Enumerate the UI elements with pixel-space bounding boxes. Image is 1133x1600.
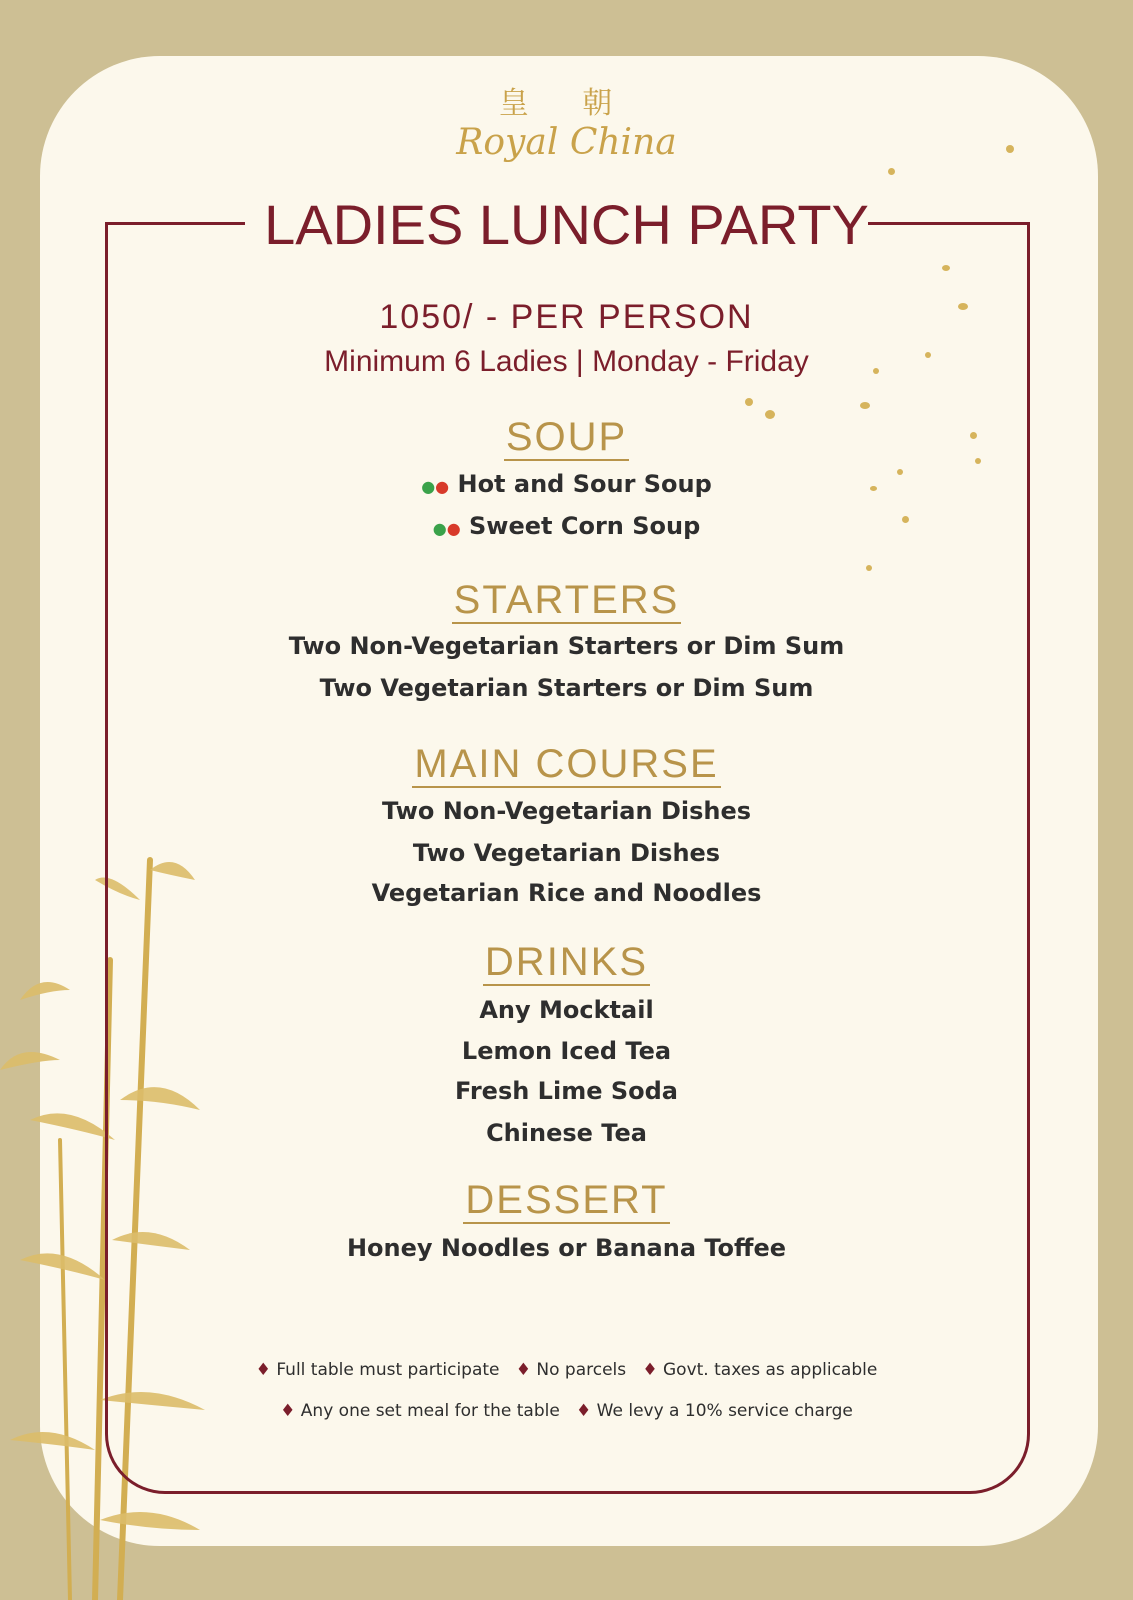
diamond-bullet-icon: ♦ <box>255 1360 271 1380</box>
spicy-dot-icon: ● <box>435 477 450 496</box>
logo-name: Royal China <box>456 122 677 163</box>
list-item: Fresh Lime Soda <box>454 1077 678 1105</box>
spicy-dot-icon: ● <box>446 519 461 538</box>
list-item: Vegetarian Rice and Noodles <box>371 879 762 907</box>
list-item: ●● Sweet Corn Soup <box>432 512 701 540</box>
terms-line-1: ♦ Full table must participate ♦ No parcels ♦ Govt. taxes as applicable <box>255 1360 878 1380</box>
page-title: LADIES LUNCH PARTY <box>264 193 869 256</box>
section-heading-main-course: MAIN COURSE <box>414 742 719 786</box>
list-item: Two Non-Vegetarian Starters or Dim Sum <box>288 632 845 660</box>
veg-dot-icon: ● <box>421 477 436 496</box>
section-heading-drinks: DRINKS <box>484 940 649 984</box>
list-item: Two Non-Vegetarian Dishes <box>381 797 752 825</box>
list-item: ●● Hot and Sour Soup <box>421 470 712 498</box>
list-item: Two Vegetarian Dishes <box>412 839 721 867</box>
gold-speck <box>888 168 895 175</box>
section-heading-dessert: DESSERT <box>465 1178 668 1222</box>
list-item: Two Vegetarian Starters or Dim Sum <box>319 674 814 702</box>
list-item: Any Mocktail <box>479 996 654 1024</box>
diamond-bullet-icon: ♦ <box>280 1401 296 1421</box>
diamond-bullet-icon: ♦ <box>576 1401 592 1421</box>
logo-chinese: 皇 朝 <box>498 86 635 121</box>
section-heading-starters: STARTERS <box>453 578 680 622</box>
list-item: Chinese Tea <box>486 1119 647 1147</box>
list-item: Honey Noodles or Banana Toffee <box>346 1234 787 1262</box>
diamond-bullet-icon: ♦ <box>642 1360 658 1380</box>
veg-dot-icon: ● <box>432 519 447 538</box>
price: 1050/ - PER PERSON <box>379 298 754 336</box>
section-heading-soup: SOUP <box>505 415 628 459</box>
terms-line-2: ♦ Any one set meal for the table ♦ We levy a 10% service charge <box>280 1401 853 1421</box>
availability: Minimum 6 Ladies | Monday - Friday <box>324 345 809 378</box>
diamond-bullet-icon: ♦ <box>515 1360 531 1380</box>
list-item: Lemon Iced Tea <box>461 1037 672 1065</box>
